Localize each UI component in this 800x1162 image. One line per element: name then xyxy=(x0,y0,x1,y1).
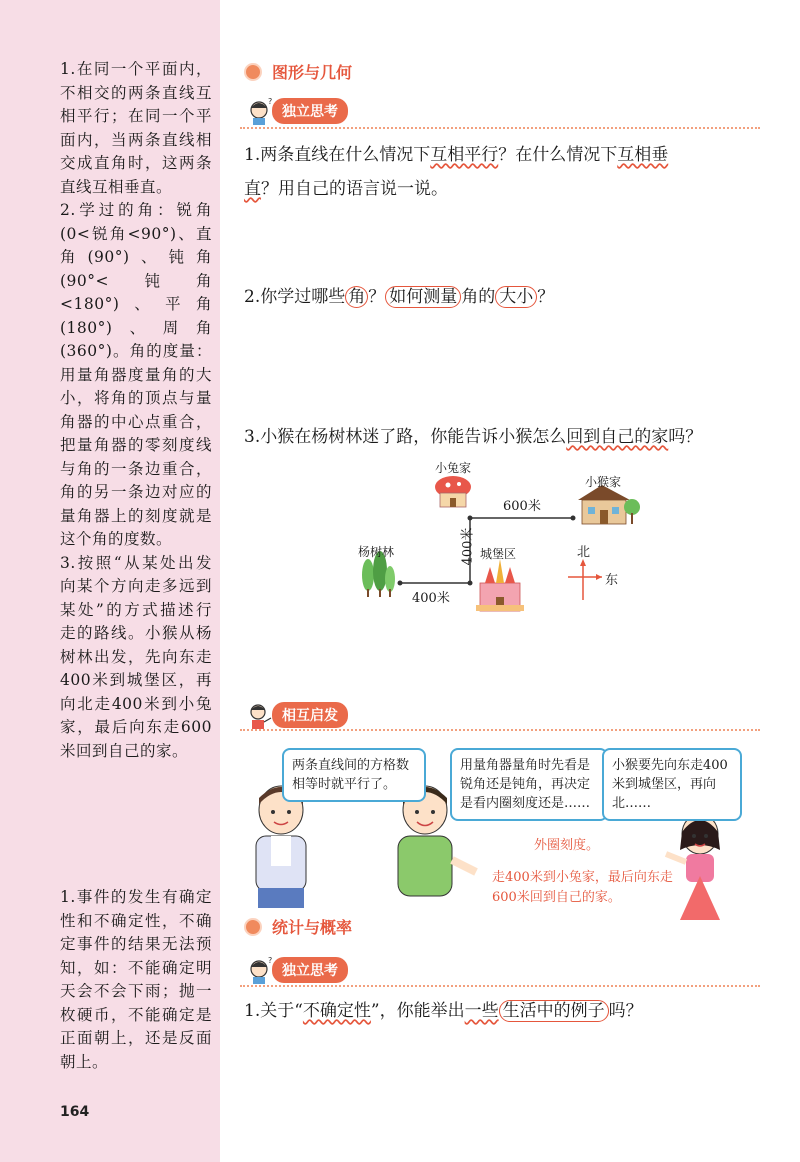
question-probability-1: 1.关于“不确定性”，你能举出一些 生活中的例子 吗？ xyxy=(244,1001,643,1021)
monkey-house-icon xyxy=(578,485,640,524)
section-dot-icon xyxy=(244,918,262,936)
label-monkey-home: 小猴家 xyxy=(585,475,622,489)
badge-label: 相互启发 xyxy=(272,702,348,728)
note-route: 3.按照“从某处出发向某个方向走多远到某处”的方式描述行走的路线。小猴从杨树林出发，先向东走400米到城堡区，再向北走400米到小兔家，最后向东走600米回到自己的家。 xyxy=(60,553,212,760)
section-geometry-title: 图形与几何 xyxy=(272,63,353,82)
label-dist-north-400: 400米 xyxy=(460,527,476,566)
note-uncertainty: 1.事件的发生有确定性和不确定性，不确定事件的结果无法预知，如：不能确定明天会不会下雨；抛一枚硬币，不能确定是正面朝上，还是反面朝上。 xyxy=(60,888,212,1071)
label-rabbit-home: 小兔家 xyxy=(435,461,472,475)
sidebar-notes-probability xyxy=(60,886,212,1074)
label-castle: 城堡区 xyxy=(480,547,517,561)
speech-bubble-parallel: 两条直线间的方格数相等时就平行了。 xyxy=(282,748,426,802)
badge-label: 独立思考 xyxy=(272,957,348,983)
thinking-boy-icon xyxy=(244,96,274,126)
question-geometry-2: 2.你学过哪些 角 ？ 如何测量 角的 大小 ？ xyxy=(244,287,555,307)
pointing-boy-icon xyxy=(244,700,274,730)
badge-mutual-inspiration xyxy=(244,700,348,730)
badge-label: 独立思考 xyxy=(272,98,348,124)
thinking-boy-icon xyxy=(244,955,274,985)
answer-outer-scale: 外圈刻度。 xyxy=(534,838,600,853)
divider xyxy=(240,127,760,129)
compass-icon xyxy=(568,559,602,600)
section-geometry-header xyxy=(244,60,352,83)
svg-text:?: ? xyxy=(268,97,273,106)
castle-icon xyxy=(476,559,524,611)
note-angles: 2.学过的角：锐角(0<锐角<90°)、直角(90°)、钝角(90°<钝角<180°)、平角(180°)、周角(360°)。角的度量：用量角器度量角的大小，将角的顶点与量角器的中心点重合，把量角器的零刻度线与角的一条边重合，角的另一条边对应的量角器上的刻度就是这个角的度数。 xyxy=(60,201,212,548)
section-probability-header xyxy=(244,915,352,938)
label-poplar-forest: 杨树林 xyxy=(358,545,395,559)
speech-bubble-protractor: 用量角器量角时先看是锐角还是钝角，再决定是看内圈刻度还是…… xyxy=(450,748,608,821)
svg-text:?: ? xyxy=(268,956,273,965)
label-east: 东 xyxy=(605,573,619,588)
divider xyxy=(240,985,760,987)
question-geometry-3: 3.小猴在杨树林迷了路，你能告诉小猴怎么回到自己的家吗？ xyxy=(244,427,703,447)
section-probability-title: 统计与概率 xyxy=(272,918,353,937)
badge-think-independently-2 xyxy=(244,955,348,985)
speech-bubble-route: 小猴要先向东走400米到城堡区，再向北…… xyxy=(602,748,742,821)
label-north: 北 xyxy=(577,545,591,560)
route-map xyxy=(340,455,670,625)
label-dist-600: 600米 xyxy=(503,499,541,514)
answer-route: 走400米到小兔家，最后向东走600米回到自己的家。 xyxy=(492,870,673,905)
note-parallel-perpendicular: 1.在同一个平面内，不相交的两条直线互相平行；在同一个平面内，当两条直线相交成直角时，这两条直线互相垂直。 xyxy=(60,60,212,196)
rabbit-house-icon xyxy=(435,476,471,507)
page-number: 164 xyxy=(60,1104,90,1120)
section-dot-icon xyxy=(244,63,262,81)
badge-think-independently xyxy=(244,96,348,126)
sidebar-notes-geometry xyxy=(60,58,212,763)
label-dist-east-400: 400米 xyxy=(412,591,450,606)
question-geometry-1: 1.两条直线在什么情况下互相平行？在什么情况下互相垂 直？用自己的语言说一说。 xyxy=(244,145,669,199)
divider xyxy=(240,729,760,731)
